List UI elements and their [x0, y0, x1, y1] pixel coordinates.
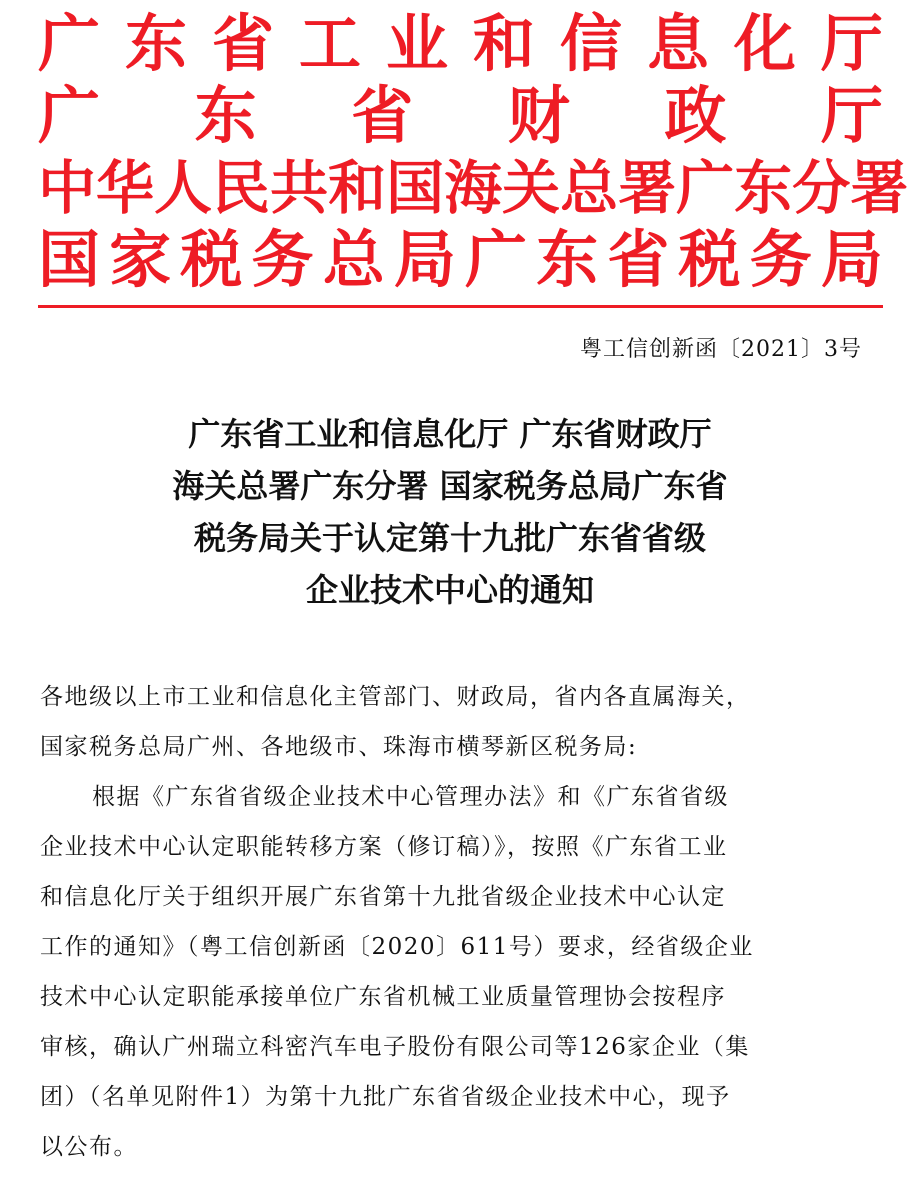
- masthead-char: 务: [251, 223, 314, 296]
- masthead-char: 广: [676, 154, 735, 222]
- masthead-char: 总: [560, 154, 619, 222]
- masthead-char: 关: [502, 154, 561, 222]
- masthead-char: 省: [351, 79, 414, 152]
- masthead-char: 务: [749, 223, 812, 296]
- masthead-char: 东: [124, 7, 187, 80]
- masthead-char: 局: [393, 223, 456, 296]
- masthead-char: 厅: [820, 79, 883, 152]
- paragraph-line-6: 审核，确认广州瑞立科密汽车电子股份有限公司等126家企业（集: [40, 1034, 750, 1060]
- title-line-1: 广东省工业和信息化厅 广东省财政厅: [188, 415, 712, 453]
- masthead-char: 广: [38, 79, 101, 152]
- masthead-char: 财: [507, 79, 570, 152]
- masthead-char: 东: [734, 154, 793, 222]
- masthead-char: 总: [322, 223, 385, 296]
- masthead-char: 息: [646, 7, 709, 80]
- document-title: [0, 408, 900, 616]
- paragraph-line-3: 和信息化厅关于组织开展广东省第十九批省级企业技术中心认定: [40, 884, 726, 910]
- masthead-char: 署: [850, 154, 908, 222]
- masthead-char: 和: [328, 154, 387, 222]
- masthead-char: 政: [664, 79, 727, 152]
- masthead-char: 共: [270, 154, 329, 222]
- masthead-line-3: [38, 152, 908, 224]
- paragraph-line-8: 以公布。: [40, 1134, 138, 1160]
- masthead-char: 信: [559, 7, 622, 80]
- masthead-char: 广: [38, 7, 101, 80]
- masthead-char: 署: [618, 154, 677, 222]
- paragraph-line-4: 工作的通知》（粤工信创新函〔2020〕611号）要求，经省级企业: [40, 934, 754, 960]
- masthead-char: 省: [211, 7, 274, 80]
- paragraph-line-5: 技术中心认定职能承接单位广东省机械工业质量管理协会按程序: [40, 984, 726, 1010]
- masthead-char: 业: [385, 7, 448, 80]
- masthead-char: 局: [820, 223, 883, 296]
- masthead-char: 国: [38, 223, 101, 296]
- masthead-char: 民: [212, 154, 271, 222]
- masthead-char: 家: [109, 223, 172, 296]
- title-line-2: 海关总署广东分署 国家税务总局广东省: [172, 467, 728, 505]
- red-masthead: [38, 7, 908, 296]
- masthead-char: 厅: [820, 7, 883, 80]
- document-number: 粤工信创新函〔2021〕3号: [580, 337, 862, 362]
- masthead-char: 海: [444, 154, 503, 222]
- masthead-line-4: [38, 224, 883, 296]
- masthead-line-2: [38, 80, 883, 152]
- paragraph-line-1: 根据《广东省省级企业技术中心管理办法》和《广东省省级: [92, 784, 729, 810]
- masthead-char: 分: [792, 154, 851, 222]
- title-line-3: 税务局关于认定第十九批广东省省级: [193, 519, 706, 557]
- masthead-char: 东: [194, 79, 257, 152]
- paragraph-line-7: 团）（名单见附件1）为第十九批广东省省级企业技术中心，现予: [40, 1084, 731, 1110]
- masthead-char: 省: [607, 223, 670, 296]
- red-divider-line: [38, 305, 883, 308]
- masthead-char: 税: [678, 223, 741, 296]
- masthead-line-1: [38, 8, 883, 80]
- addressee-line-1: 各地级以上市工业和信息化主管部门、财政局，省内各直属海关，: [40, 684, 751, 710]
- masthead-char: 中: [38, 154, 97, 222]
- masthead-char: 东: [536, 223, 599, 296]
- masthead-char: 化: [733, 7, 796, 80]
- document-body: [40, 672, 860, 1172]
- masthead-char: 工: [298, 7, 361, 80]
- title-line-4: 企业技术中心的通知: [305, 571, 594, 609]
- masthead-char: 人: [154, 154, 213, 222]
- masthead-char: 和: [472, 7, 535, 80]
- masthead-char: 税: [180, 223, 243, 296]
- masthead-char: 华: [96, 154, 155, 222]
- masthead-char: 广: [465, 223, 528, 296]
- paragraph-line-2: 企业技术中心认定职能转移方案（修订稿）》，按照《广东省工业: [40, 834, 728, 860]
- masthead-char: 国: [386, 154, 445, 222]
- addressee-line-2: 国家税务总局广州、各地级市、珠海市横琴新区税务局:: [40, 734, 638, 760]
